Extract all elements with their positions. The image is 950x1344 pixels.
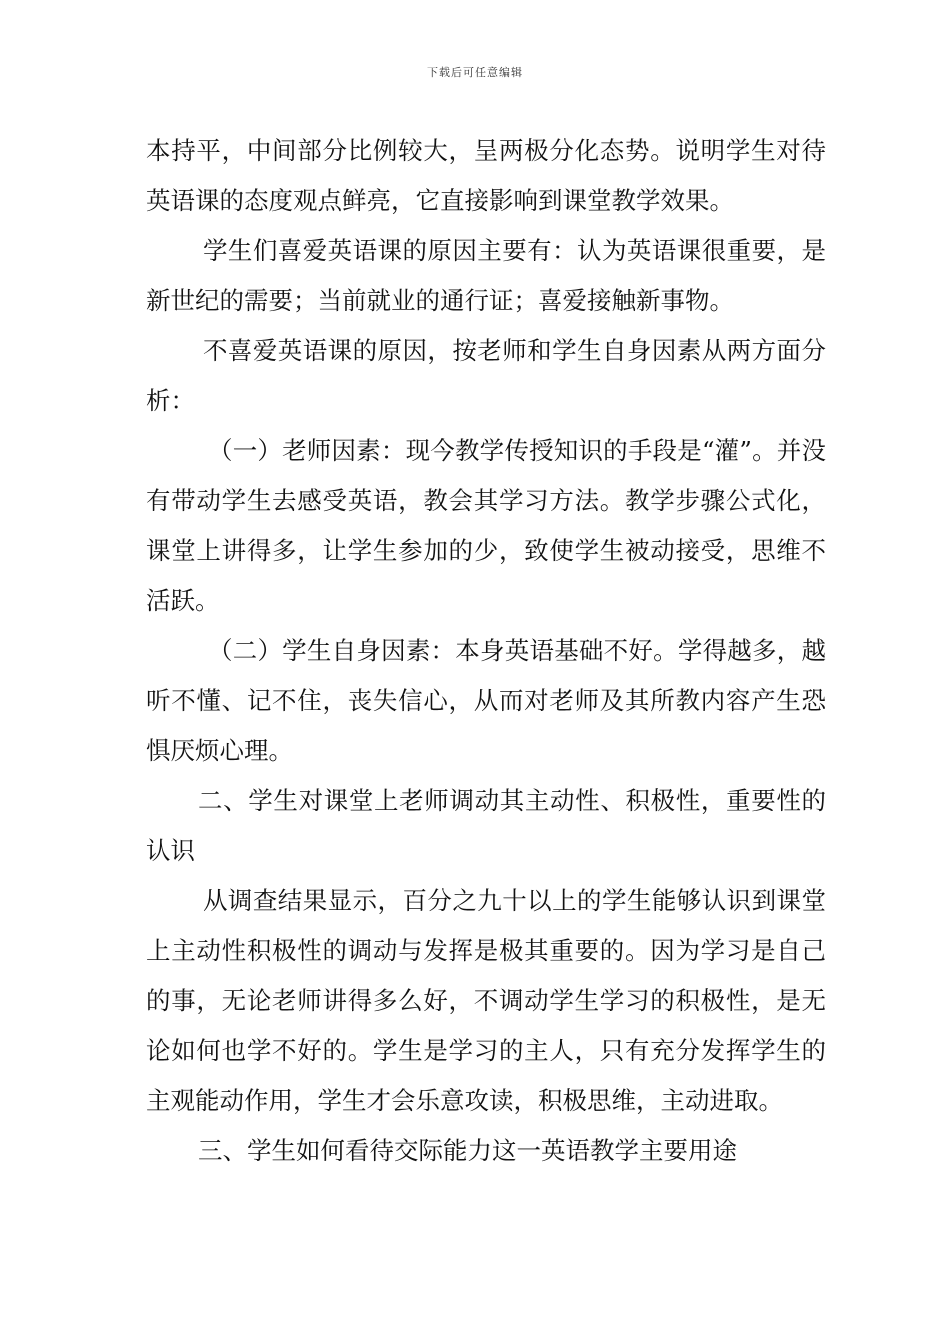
paragraph-continuation: 本持平，中间部分比例较大，呈两极分化态势。说明学生对待英语课的态度观点鲜亮，它直接影响到课堂教学效果。 bbox=[146, 136, 826, 215]
section-heading-two: 二、学生对课堂上老师调动其主动性、积极性，重要性的认识 bbox=[146, 786, 826, 865]
document-body bbox=[146, 126, 826, 1176]
paragraph-teacher-factors: （一）老师因素：现今教学传授知识的手段是“灌”。并没有带动学生去感受英语，教会其学习方法。教学步骤公式化，课堂上讲得多，让学生参加的少，致使学生被动接受，思维不活跃。 bbox=[146, 436, 826, 615]
section-heading-three: 三、学生如何看待交际能力这一英语教学主要用途 bbox=[198, 1136, 737, 1165]
paragraph-student-factors: （二）学生自身因素：本身英语基础不好。学得越多，越听不懂、记不住，丧失信心，从而对老师及其所教内容产生恐惧厌烦心理。 bbox=[146, 636, 826, 765]
paragraph-reasons-dislike: 不喜爱英语课的原因，按老师和学生自身因素从两方面分析： bbox=[146, 336, 826, 415]
page-header-note: 下载后可任意编辑 bbox=[427, 66, 523, 79]
paragraph-survey-results: 从调查结果显示，百分之九十以上的学生能够认识到课堂上主动性积极性的调动与发挥是极其重要的。因为学习是自己的事，无论老师讲得多么好，不调动学生学习的积极性，是无论如何也学不好的。学生是学习的主人，只有充分发挥学生的主观能动作用，学生才会乐意攻读，积极思维，主动进取。 bbox=[146, 886, 826, 1115]
paragraph-reasons-like: 学生们喜爱英语课的原因主要有：认为英语课很重要，是新世纪的需要；当前就业的通行证；喜爱接触新事物。 bbox=[146, 236, 826, 315]
